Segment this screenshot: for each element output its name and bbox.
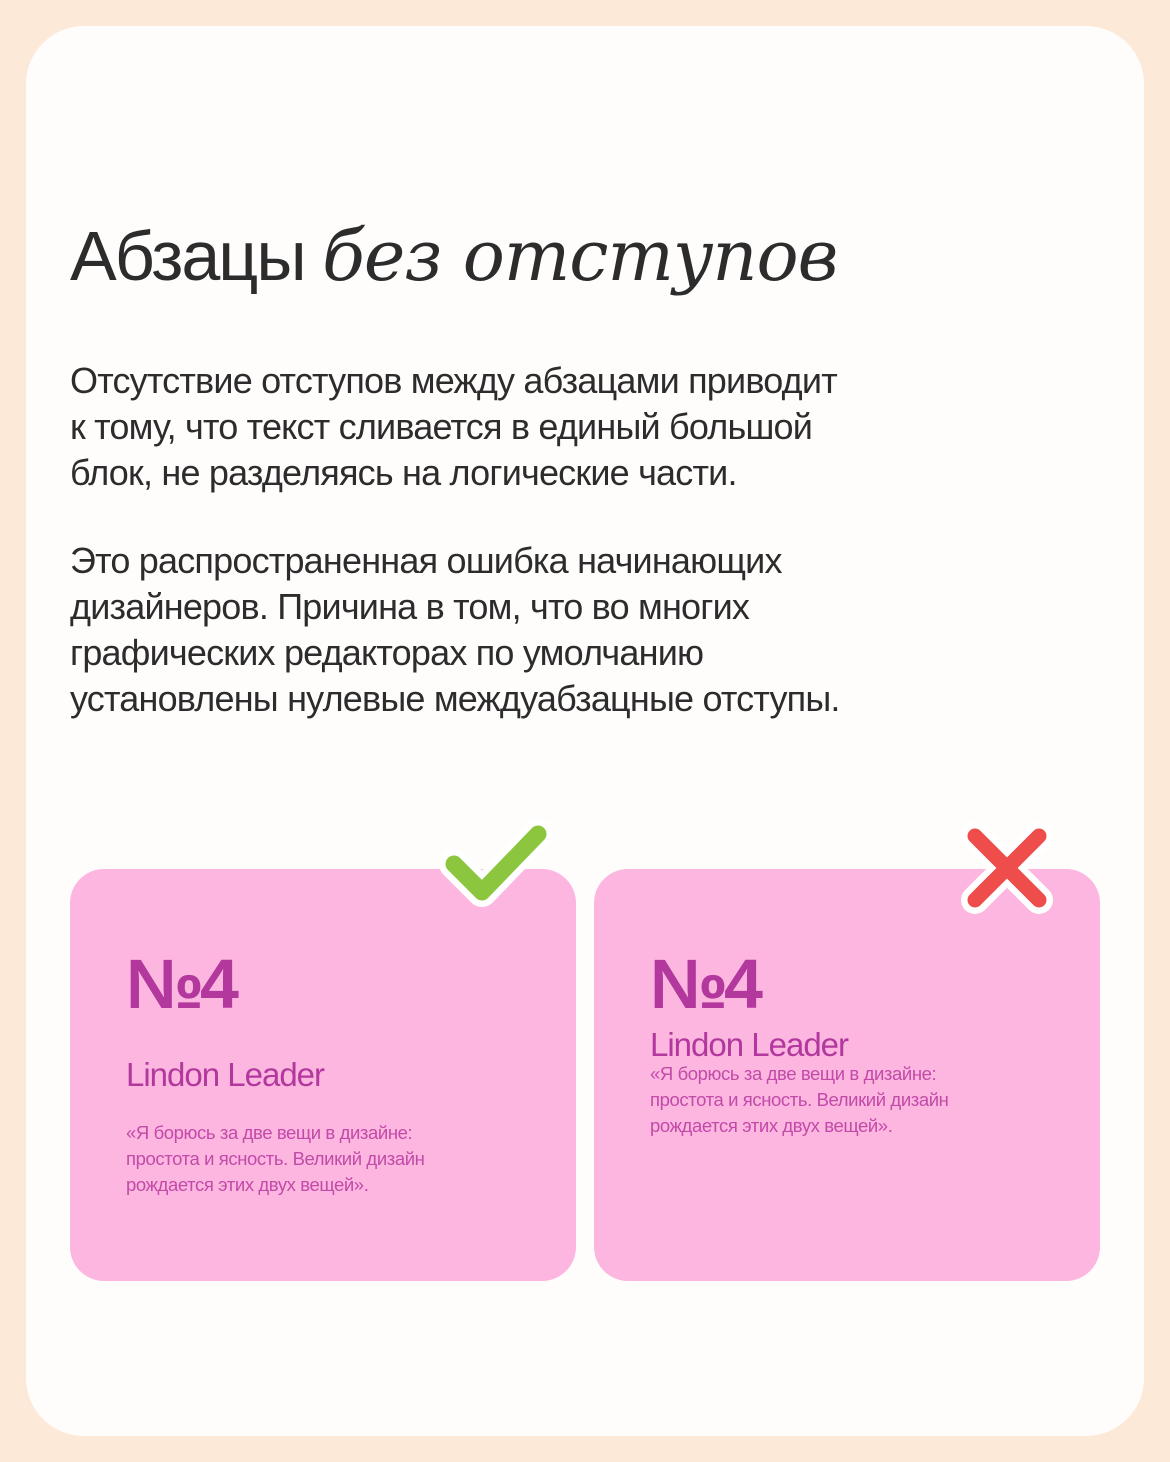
cross-icon bbox=[957, 818, 1057, 918]
title-plain: Абзацы bbox=[70, 217, 305, 295]
paragraph-1-line: к тому, что текст сливается в единый большой bbox=[70, 406, 813, 447]
quote-line: рождается этих двух вещей». bbox=[650, 1115, 893, 1136]
paragraph-1-line: блок, не разделяясь на логические части. bbox=[70, 452, 737, 493]
paragraph-2-line: установлены нулевые междуабзацные отступы. bbox=[70, 678, 840, 719]
title-accent: без отступов bbox=[322, 215, 838, 297]
example-author: Lindon Leader bbox=[126, 1056, 325, 1093]
paragraph-1 bbox=[70, 358, 1030, 496]
quote-line: простота и ясность. Великий дизайн bbox=[650, 1089, 949, 1110]
paragraph-1-line: Отсутствие отступов между абзацами приводит bbox=[70, 360, 837, 401]
page-title bbox=[70, 214, 837, 298]
example-quote bbox=[126, 1120, 546, 1198]
quote-line: «Я борюсь за две вещи в дизайне: bbox=[650, 1063, 937, 1084]
check-icon bbox=[436, 812, 554, 912]
quote-line: «Я борюсь за две вещи в дизайне: bbox=[126, 1122, 413, 1143]
good-example-card bbox=[70, 869, 576, 1281]
quote-line: простота и ясность. Великий дизайн bbox=[126, 1148, 425, 1169]
paragraph-2-line: дизайнеров. Причина в том, что во многих bbox=[70, 586, 750, 627]
bad-example-card bbox=[594, 869, 1100, 1281]
paragraph-2-line: графических редакторах по умолчанию bbox=[70, 632, 704, 673]
paragraph-2-line: Это распространенная ошибка начинающих bbox=[70, 540, 782, 581]
example-number: №4 bbox=[650, 945, 759, 1023]
example-number: №4 bbox=[126, 945, 235, 1023]
paragraph-2 bbox=[70, 538, 1030, 722]
example-quote bbox=[650, 1061, 1070, 1139]
example-author: Lindon Leader bbox=[650, 1026, 849, 1063]
quote-line: рождается этих двух вещей». bbox=[126, 1174, 369, 1195]
